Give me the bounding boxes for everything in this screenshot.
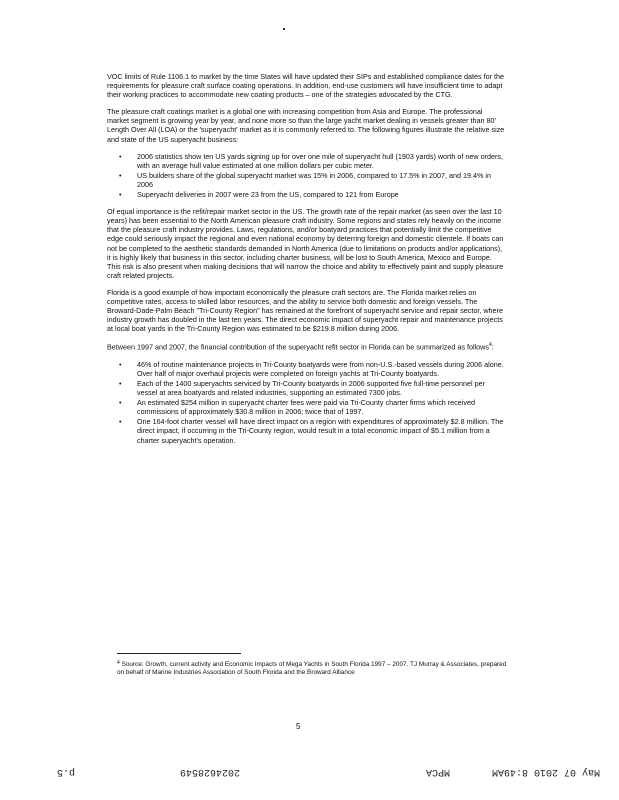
list-item: • US builders share of the global superyacht market was 15% in 2006, compared to 17.5% in 2007, and 19.4% in 2006 — [119, 170, 491, 189]
footnote-text: Source: Growth, current activity and Economic Impacts of Mega Yachts in South Florida 1997 – 2007. TJ Murray & Associates, prepared on behalf of Marine Industries Association of South Florida and the Broward Alliance — [117, 661, 507, 676]
list-item: • Superyacht deliveries in 2007 were 23 from the US, compared to 121 from Europe — [119, 190, 399, 200]
footnote — [117, 659, 507, 677]
footnote-reference: 4 — [488, 342, 492, 349]
paragraph-refit-repair: Of equal importance is the refit/repair market sector in the US. The growth rate of the repair market (as seen over the last 10 years) has been essential to the North American pleasure craft industry. Some regions and states rely heavily on the income that the pleasure craft industry provides. Laws, regulations, and/or boatyard practices that potentially limit the competitive edge could seriously impact the regional and even national economy by deterring foreign and domestic clientele. If boats can not be completed to the aesthetic standards demanded in North America (due to limitations on products and/or applications), it is highly likely that business in this sector, including charter business, will be lost to South America, Mexico and Europe. This risk is also present when making decisions that will narrow the choice and ability to effectively paint and supply pleasure craft related projects. — [107, 207, 504, 280]
bullet-icon: • — [119, 359, 122, 369]
list-item: • 2006 statistics show ten US yards signing up for over one mile of superyacht hull (1903 yards) worth of new orders, with an average hull value estimated at one million dollars per cubic meter. — [119, 151, 503, 170]
bullet-icon: • — [119, 417, 122, 427]
fax-transmission-header — [40, 763, 600, 777]
fax-phone: 2024628549 — [179, 766, 240, 777]
list-item: • 46% of routine maintenance projects in Tri-County boatyards were from non-U.S.-based vessels during 2006 alone. Over half of major overhaul projects were completed on foreign yachts at Tri-County boatyards. — [119, 359, 504, 378]
bullet-icon: • — [119, 151, 122, 161]
list-item: • One 164-foot charter vessel will have direct impact on a region with expenditures of approximately $2.8 million. The direct impact, if occurring in the Tri-County region, would result in a total economic impact of $5.1 million from a charter superyacht's operation. — [119, 417, 504, 445]
superyacht-stats-list — [107, 152, 505, 199]
fax-page: p.5 — [56, 766, 75, 777]
paragraph-financial-summary: Between 1997 and 2007, the financial contribution of the superyacht refit sector in Florida can be summarized as follows$^4$: — [107, 342, 494, 352]
paragraph-market-overview: The pleasure craft coatings market is a global one with increasing competition from Asia and Europe. The professional market segment is growing year by year, and none more so than the large yacht market dealing in vessels greater than 80' Length Over All (LOA) or the 'superyacht' market as it is commonly referred to. The following figures illustrate the relative size and state of the US superyacht business: — [107, 107, 505, 144]
page-number: 5 — [296, 722, 301, 731]
fax-date-time: May 07 2010 8:49AM — [491, 766, 600, 777]
body-text — [107, 72, 505, 453]
bullet-icon: • — [119, 398, 122, 408]
fax-sender: MPCA — [425, 766, 450, 777]
list-item: • Each of the 1400 superyachts serviced by Tri-County boatyards in 2006 supported five full-time personnel per vessel at area boatyards and related industries, supporting an estimated 7300 jobs. — [119, 379, 485, 398]
bullet-icon: • — [119, 379, 122, 389]
refit-contribution-list — [107, 360, 505, 445]
paragraph-voc-limits: VOC limits of Rule 1106.1 to market by the time States will have updated their SIPs and established compliance dates for the requirements for pleasure craft surface coating operations. In addition, end-use customers will have insufficient time to adapt their working practices to accommodate new coating products – one of the strategies advocated by the CTG. — [107, 72, 504, 100]
paragraph-florida: Florida is a good example of how important economically the pleasure craft sectors are. The Florida market relies on competitive rates, access to skilled labor resources, and the ability to service both domestic and foreign vessels. The Broward-Dade-Palm Beach "Tri-County Region" has remained at the forefront of superyacht service and repair sector, where industry growth has doubled in the last ten years. The direct economic impact of superyacht repair and maintenance projects at local boat yards in the Tri-County Region was estimated to be $219.8 million during 2006. — [107, 287, 503, 334]
bullet-icon: • — [119, 190, 122, 200]
list-item: • An estimated $254 million in superyacht charter fees were paid via Tri-County charter firms which received commissions of approximately $30.8 million in 2006; twice that of 1997. — [119, 398, 475, 417]
bullet-icon: • — [119, 170, 122, 180]
footnote-divider — [117, 653, 241, 654]
scan-speck — [283, 28, 285, 30]
footnote-number: 4 — [117, 660, 120, 666]
